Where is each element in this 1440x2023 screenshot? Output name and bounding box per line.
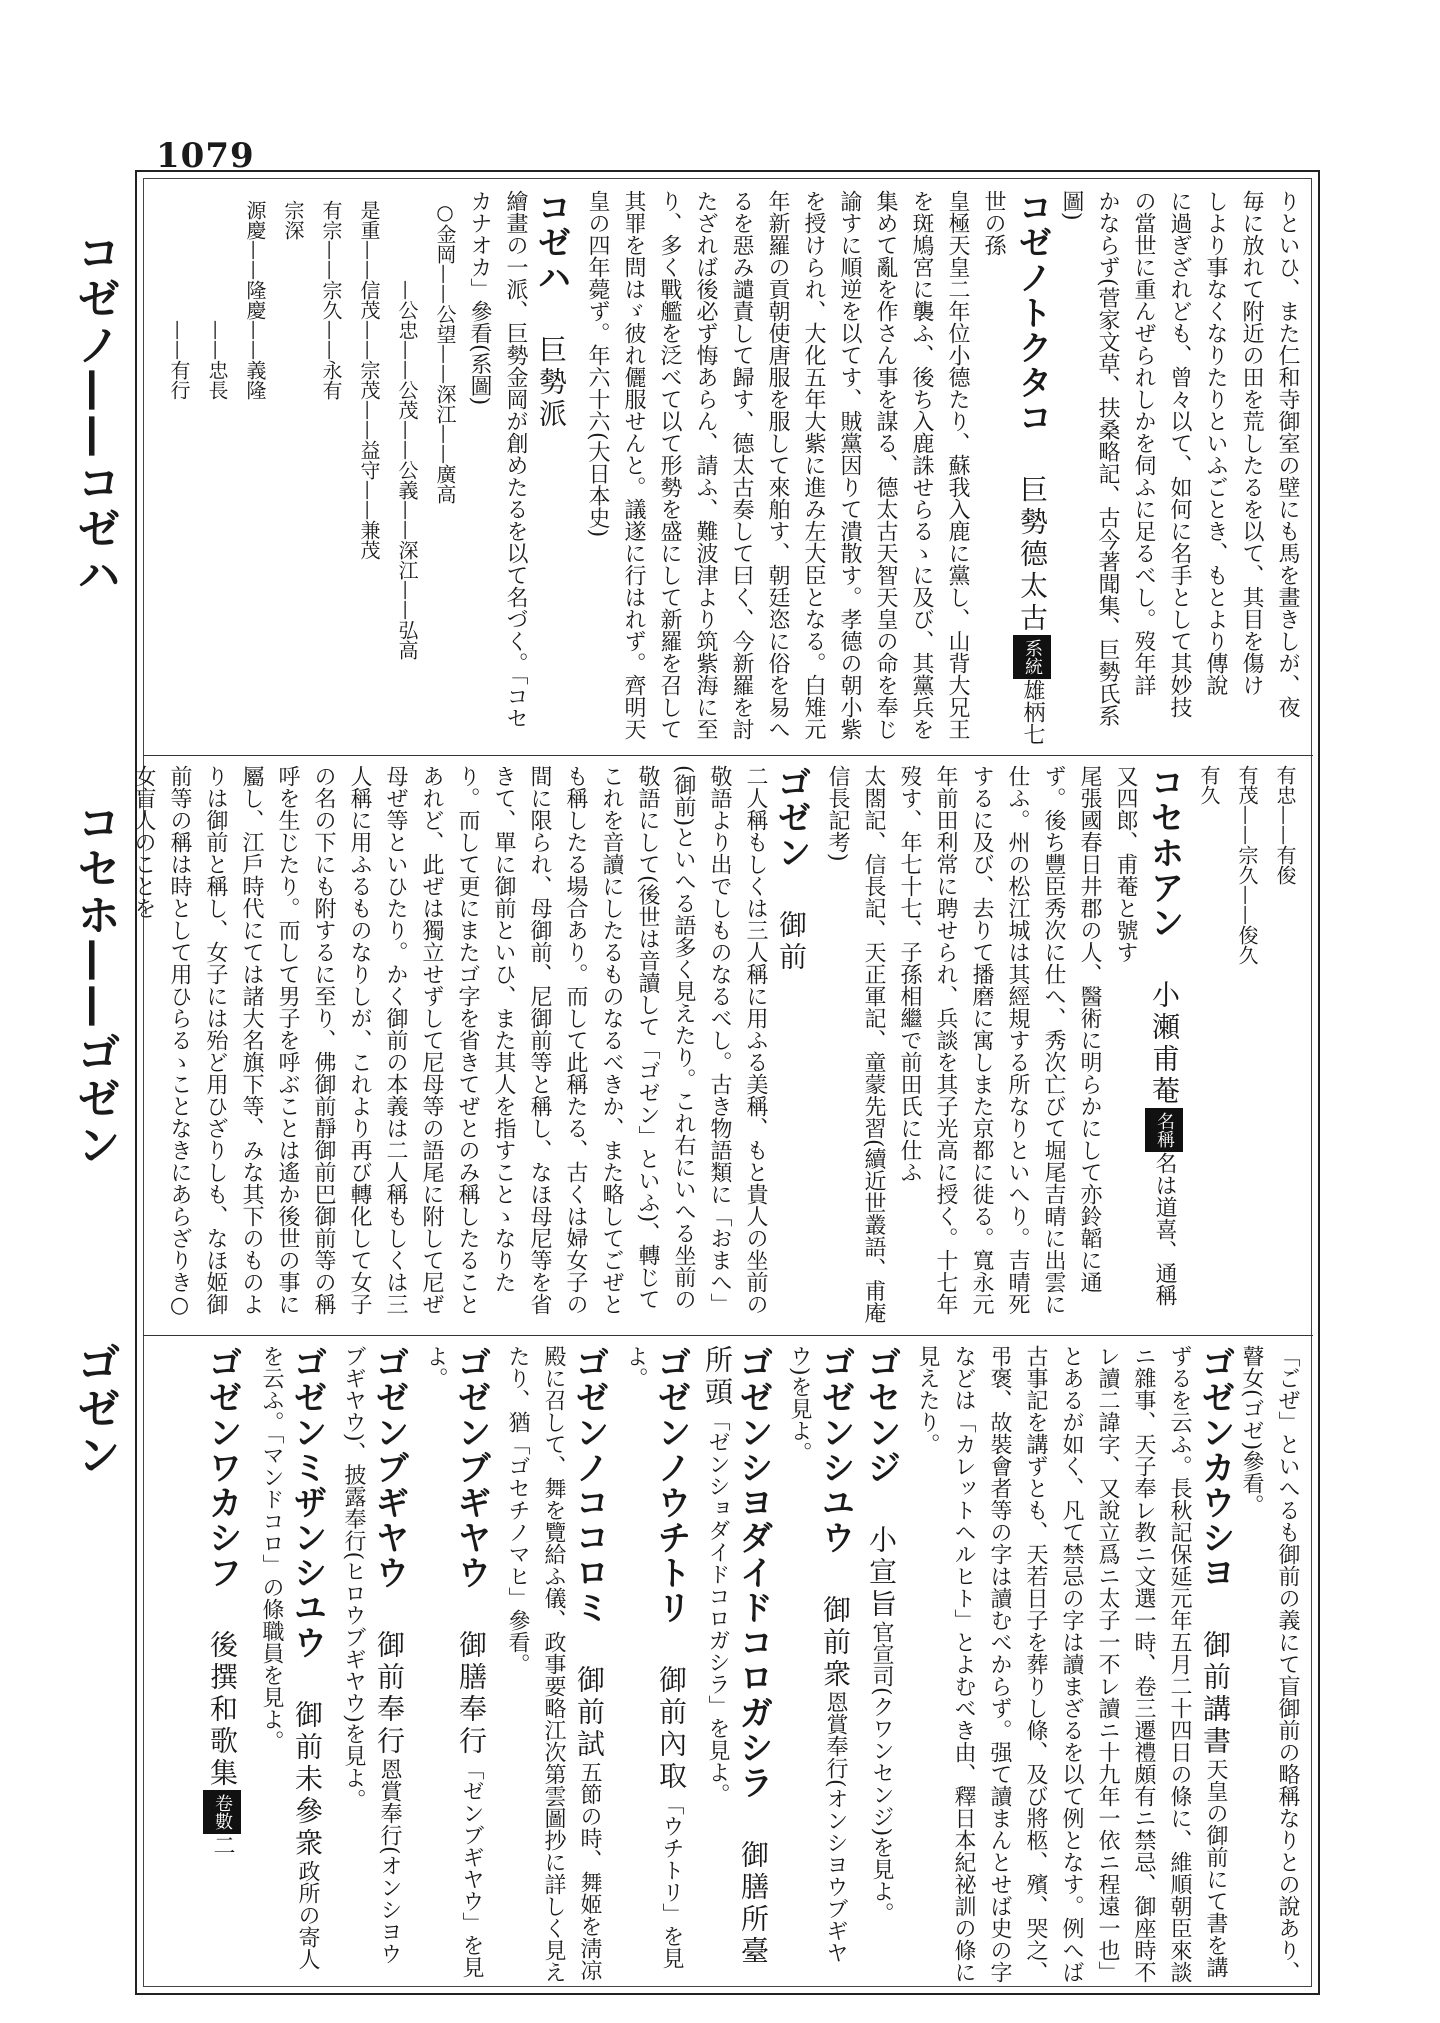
entry-headword: コゼノトクタコ [1012,190,1052,435]
genealogy-line: ——忠長 [205,200,229,400]
entry-reading: 御膳奉行 [455,1630,488,1758]
genealogy-line: 是重——信茂——宗茂——益守——兼茂 [357,200,381,560]
entry-reading: 巨勢德太古 [1016,475,1049,635]
side-header-kozeno-koseha: コゼノ——コゼハ [69,230,120,598]
continuation-text [1053,190,1305,745]
entry-gozensho-daidokorogashira [699,1345,771,1985]
side-header-gozen: ゴゼン [69,1340,120,1478]
entry-gozen-no-uchitori [617,1345,689,1985]
genealogy-line: 有茂——宗久——俊久 [1235,765,1259,965]
genealogy-chart-top [160,200,464,740]
entry-kosehoan [819,765,1185,1325]
entry-koseha [461,190,569,745]
entry-reading: 御前奉行 [373,1630,406,1758]
entry-reading: 御前講書 [1199,1630,1232,1758]
entry-text: 尾張國春日井郡の人、醫術に明らかにして亦鈴韜に通ず。後ち豐臣秀次に仕へ、秀次亡びて堀尾吉晴に出雲に仕ふ。州の松江城は其經規する所なりといへり。吉晴死するに及び、去りて播磨に寓しまた京都に徙る。寬永元年前田利常に聘せられ、兵談を其子光高に授く。十七年歿す、年七十七、子孫相繼で前田氏に仕ふ [897,765,1102,1315]
entry-kose-no-tokutako [579,190,1053,745]
entry-headword: ゴゼンワカシフ [202,1345,242,1590]
entry-headword: ゴゼン [771,765,811,870]
entry-text: 政所の寄人を云ふ。「マンドコロ」の條職員を見よ。 [259,1345,320,1970]
bottom-section [160,1345,1305,1985]
genealogy-chart-middle [1190,765,1304,1065]
entry-text: 官宣司(クワンセンジ)を見よ。 [869,1621,894,1925]
entry-gozen-bugyou-1 [417,1345,489,1985]
badge: 系統 [1013,635,1051,679]
entry-reading: 小宣旨 [865,1525,898,1621]
text-line: かならず(菅家文草、扶桑略記、古今著聞集、巨勢氏系 [1095,190,1120,727]
entry-headword: ゴゼンミザンシユウ [287,1345,327,1660]
text-line: に過ぎざれども、曾々以て、如何に名手として其妙技 [1167,190,1192,718]
entry-headword: コセホアン [1144,765,1184,940]
entry-reading: 御前衆 [819,1595,852,1691]
entry-text: 「ゼンショダイドコロガシラ」を見よ。 [705,1409,730,1805]
entry-gosen-wakashuu [201,1345,243,1985]
text-line: 圖) [1059,190,1084,221]
genealogy-line: 源慶——隆慶——義隆 [243,200,267,400]
entry-reading: 御前內取 [655,1665,688,1793]
entry-gozenshuu [781,1345,853,1985]
badge: 名稱 [1145,1108,1183,1152]
entry-reading: 御前試 [573,1665,606,1761]
entry-reading: 御前 [775,910,808,974]
entry-headword: ゴゼンノウチトリ [651,1345,691,1625]
entry-gozen [125,765,809,1325]
genealogy-line: 有久 [1197,765,1221,805]
genealogy-line: 宗深 [281,200,305,240]
middle-section [131,765,1185,1325]
section-divider-top [143,755,1313,756]
entry-reading: 巨勢派 [535,335,568,431]
entry-reading: 後撰和歌集 [206,1630,239,1790]
entry-headword: ゴゼンシヨダイドコロガシラ [733,1345,773,1800]
entry-text: 雄柄七世の孫 [981,190,1045,745]
entry-text: 太閤記、信長記、天正軍記、童蒙先習(續近世叢語、甫庵信長記考) [825,765,886,1324]
section-divider-bottom [143,1335,1313,1336]
entry-reading: 御前未參衆 [291,1700,324,1860]
genealogy-line: —公忠——公茂——公義——深江——弘高 [395,200,419,660]
side-header-kosebo-gozen: コセホ——ゴゼン [69,800,120,1168]
text-line: の當世に重んぜられしかを伺ふに足るべし。歿年詳 [1131,190,1156,696]
text-line: しより事なくなりたりといふごとき、もとより傳說 [1203,190,1228,696]
genealogy-line: ——有行 [167,200,191,400]
entry-gozen-kousho [909,1345,1233,1985]
intro-text: 「ごぜ」といへるも御前の義にて盲御前の略稱なりとの說あり、瞽女(ゴゼ)參看。 [1239,1345,1300,1983]
entry-text: 繪畫の一派、巨勢金岡が創めたるを以て名づく。「コセカナオカ」參看(系圖) [467,190,528,729]
entry-headword: コゼハ [531,190,571,295]
entry-text: 「ウチトリ」を見よ。 [623,1345,684,1969]
entry-text: 皇極天皇二年位小德たり、蘇我入鹿に黨し、山背大兄王を斑鳩宮に襲ふ、後ち入鹿誅せらるゝに及び、其黨兵を集めて亂を作さん事を謀る、德太古天智天皇の命を奉じ諭すに順逆を以てす、賊黨因りて潰散す。孝德の朝小紫を授けられ、大化五年大紫に進み左大臣となる。白雉元年新羅の貢朝使唐服を服して來舶す、朝廷恣に俗を易へるを惡み譴責して歸す、德太古奏して曰く、今新羅を討たざれば後必ず悔あらん、請ふ、難波津より筑紫海に至り、多く戰艦を泛べて以て形勢を盛にして新羅を召して其罪を問はゞ彼れ儷服せんと。議遂に行はれず。齊明天皇の四年薨ず。年六十六(大日本史) [585,190,970,740]
entry-text: 二 [210,1834,235,1856]
entry-headword: ゴゼンブギヤウ [369,1345,409,1590]
genealogy-line: ○金岡——公望——深江——廣高 [433,200,457,504]
entry-text: 恩賞奉行(オンシヨウブギヤウ)、披露奉行(ヒロウブギヤウ)を見よ。 [341,1345,402,1965]
entry-text: 天皇の御前にて書を講ずるを云ふ。長秋記保延元年五月二十四日の條に、維順朝臣來談ニ雜事、天子奉レ教ニ文選一時、卷三遷禮頗有ニ禁忌、御座時不レ讀二諱字、又說立爲ニ太子一不レ讀ニ十九年一依ニ程遠一也」とあるが如く、凡て禁忌の字は讀まざるを以て例となす。例へば古事記を講ずとも、天若日子を葬りし條、及び將柩、殯、哭之、弔褒、故裝會者等の字は讀むべからず。强て讀まんとせば史の字などは「カレットヘルヒト」とよむべき由、釋日本紀祕訓の條に見えたり。 [915,1345,1228,1983]
entry-gosenji [863,1345,899,1985]
entry-text: 名は道喜、通稱又四郎、甫菴と號す [1113,765,1177,1306]
entry-reading: 御膳所臺所頭 [701,1345,770,1968]
entry-text: 恩賞奉行(オンシヨウブギヤウ)を見よ。 [787,1345,848,1964]
entry-text: 「ゼンブギヤウ」を見よ。 [423,1345,484,1978]
genealogy-line: 有宗——宗久——永有 [319,200,343,400]
text-line: 毎に放れて附近の田を荒したるを以て、其目を傷け [1239,190,1264,696]
entry-gozen-bugyou-2 [335,1345,407,1985]
entry-headword: ゴセンジ [861,1345,901,1485]
top-section [467,190,1305,745]
entry-headword: ゴゼンシユウ [815,1345,855,1555]
entry-headword: ゴゼンカウシヨ [1195,1345,1235,1590]
genealogy-line: 有忠——有俊 [1273,765,1297,885]
entry-headword: ゴゼンノココロミ [569,1345,609,1625]
entry-gozen-misanshuu [253,1345,325,1985]
entry-gozen-no-kokoromi [499,1345,607,1985]
entry-reading: 小瀬甫菴 [1148,980,1181,1108]
entry-headword: ゴゼンブギヤウ [451,1345,491,1590]
entry-text: 五節の時、舞姬を淸凉殿に召して、舞を覽給ふ儀、政事要略江次第雲圖抄に詳しく見えたり、猶「ゴセチノマヒ」參看。 [505,1345,602,1983]
entry-text: 二人稱もしくは三人稱に用ふる美稱、もと貴人の坐前の敬語より出でしものなるべし。古き物語類に「おまへ」(御前)といへる語多く見えたり。これ右にいへる坐前の敬語にして(後世は音讀して「ゴゼン」といふ)、轉じてこれを音讀にしたるものなるべきか、また略してごぜとも稱したる場合あり。而して此稱たる、古くは婦女子の間に限られ、母御前、尼御前等と稱し、なほ母尼等を省きて、單に御前といひ、また其人を指すことゝなりたり。而して更にまたゴ字を省きてぜとのみ稱したることあれど、此ぜは獨立せずして尼母等の語尾に附して尼ぜ母ぜ等といひたり。かく御前の本義は二人稱もしくは三人稱に用ふるものなりしが、これより再び轉化して女子の名の下にも附するに至り、佛御前靜御前巴御前等の稱呼を生じたり。而して男子を呼ぶことは遙か後世の事に屬し、江戶時代にては諸大名旗下等、みな其下のものよりは御前と稱し、女子には殆ど用ひざりしも、なほ姬御前等の稱は時として用ひらるゝことなきにあらざりき○女盲人のことを [131,765,768,1318]
text-line: りといひ、また仁和寺御室の壁にも馬を畫きしが、夜 [1275,190,1300,718]
badge: 卷數 [203,1790,241,1834]
page-number: 1079 [156,136,255,176]
